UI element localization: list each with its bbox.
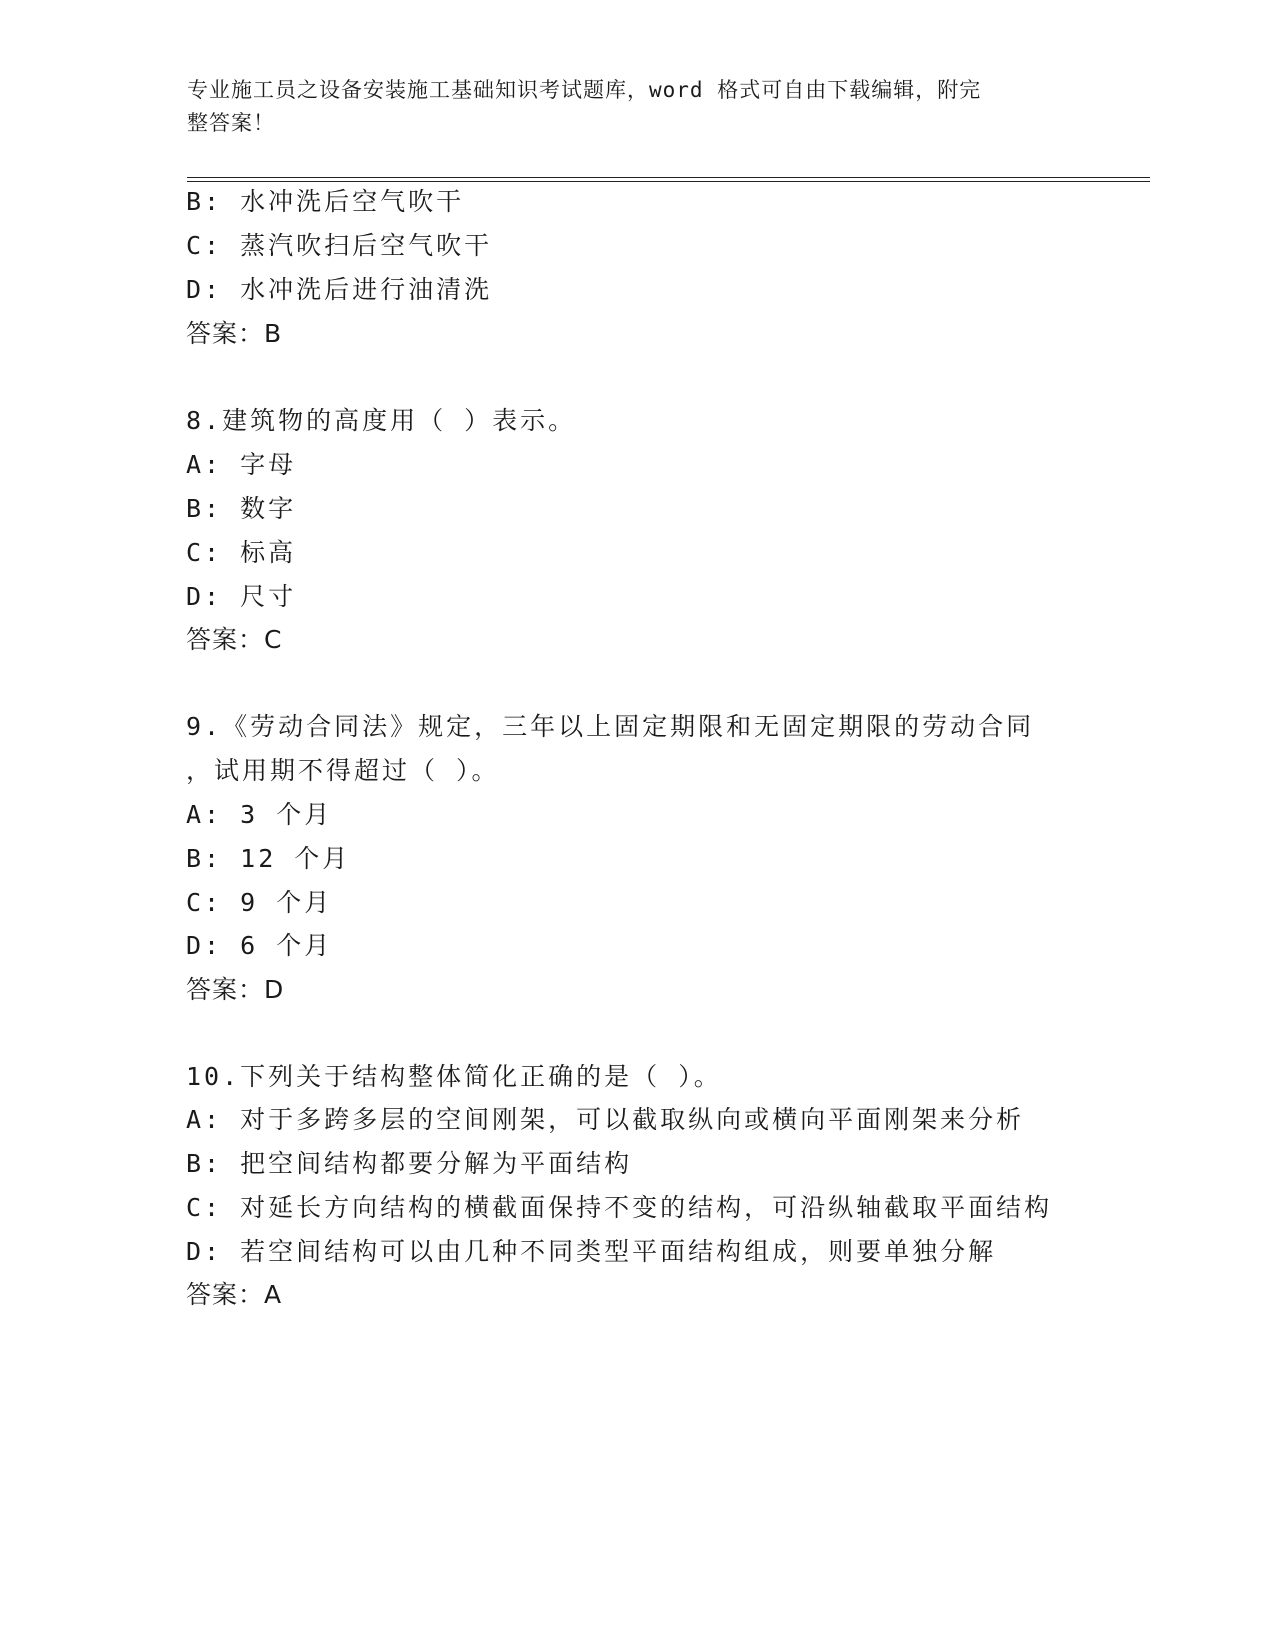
q10-answer: 答案：A (186, 1280, 283, 1309)
header-line-1: 专业施工员之设备安装施工基础知识考试题库，word 格式可自由下载编辑，附完 (187, 78, 982, 102)
header-divider (187, 177, 1150, 182)
q7-option-b: B: 水冲洗后空气吹干 (186, 187, 465, 216)
q8-option-a: A: 字母 (186, 450, 297, 479)
q9-question-line-1: 9.《劳动合同法》规定，三年以上固定期限和无固定期限的劳动合同 (186, 712, 1035, 741)
q10-option-c: C: 对延长方向结构的横截面保持不变的结构，可沿纵轴截取平面结构 (186, 1193, 1053, 1222)
q9-question-line-2: ，试用期不得超过（ ）。 (186, 756, 500, 785)
q7-option-d: D: 水冲洗后进行油清洗 (186, 275, 493, 304)
header-line-2: 整答案！ (187, 111, 275, 135)
q10-option-a: A: 对于多跨多层的空间刚架，可以截取纵向或横向平面刚架来分析 (186, 1105, 1025, 1134)
q9-option-a: A: 3 个月 (186, 800, 333, 829)
q8-answer: 答案：C (186, 625, 283, 654)
q8-option-c: C: 标高 (186, 538, 297, 567)
q8-question: 8.建筑物的高度用（ ）表示。 (186, 406, 577, 435)
q9-option-c: C: 9 个月 (186, 888, 333, 917)
q8-option-d: D: 尺寸 (186, 582, 297, 611)
document-header (187, 74, 1067, 140)
q7-answer: 答案：B (186, 319, 283, 348)
q10-question: 10.下列关于结构整体简化正确的是（ ）。 (186, 1062, 722, 1091)
q9-option-d: D: 6 个月 (186, 931, 333, 960)
q9-answer: 答案：D (186, 975, 285, 1004)
q10-option-d: D: 若空间结构可以由几种不同类型平面结构组成，则要单独分解 (186, 1237, 997, 1266)
q8-option-b: B: 数字 (186, 494, 297, 523)
q7-option-c: C: 蒸汽吹扫后空气吹干 (186, 231, 493, 260)
q10-option-b: B: 把空间结构都要分解为平面结构 (186, 1149, 633, 1178)
q9-option-b: B: 12 个月 (186, 844, 351, 873)
